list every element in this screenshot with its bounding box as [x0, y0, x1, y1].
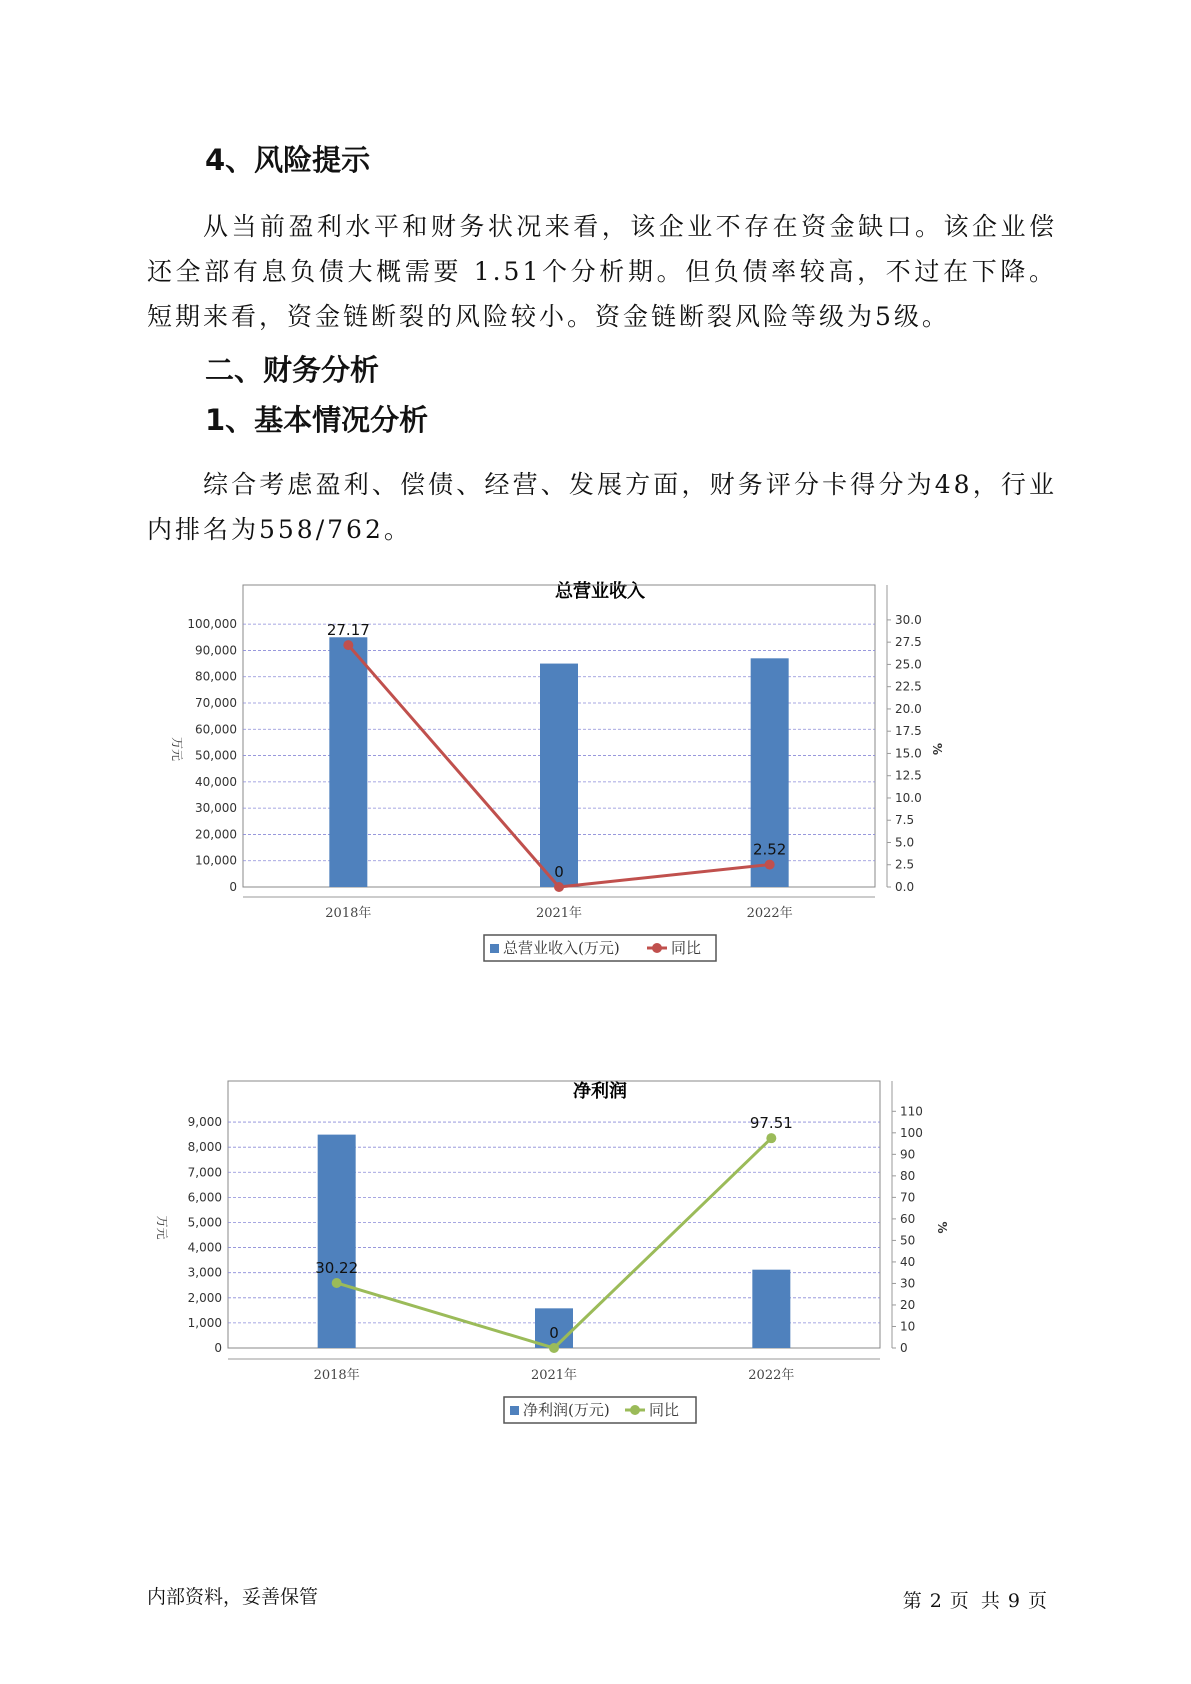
- y2-tick-label: 30.0: [895, 612, 922, 627]
- legend-line-label: 同比: [649, 1401, 680, 1419]
- y2-tick-label: 50: [900, 1233, 916, 1248]
- y-tick-label: 6,000: [187, 1190, 222, 1205]
- y-tick-label: 30,000: [195, 801, 237, 816]
- data-label: 0: [554, 863, 564, 881]
- y2-axis-label: %: [930, 742, 944, 756]
- y-tick-label: 4,000: [187, 1240, 222, 1255]
- legend-line-marker: [630, 1405, 640, 1415]
- y-tick-label: 0: [214, 1341, 222, 1355]
- revenue-chart: [150, 575, 1050, 1035]
- section-title-basic-analysis: 1、基本情况分析: [205, 403, 429, 437]
- y2-tick-label: 20: [900, 1297, 916, 1312]
- data-label: 30.22: [315, 1258, 359, 1277]
- series-point: [554, 882, 564, 892]
- y-tick-label: 80,000: [195, 669, 237, 684]
- y-axis-label: 万元: [155, 1215, 169, 1240]
- y2-tick-label: 40: [900, 1254, 916, 1269]
- y-tick-label: 10,000: [195, 853, 237, 868]
- y-tick-label: 100,000: [187, 617, 237, 632]
- chart-title: 净利润: [573, 1081, 627, 1102]
- section-title-financial-analysis: 二、财务分析: [205, 353, 380, 387]
- bar: [752, 1270, 790, 1348]
- y2-tick-label: 60: [900, 1211, 916, 1226]
- x-tick-label: 2021年: [535, 906, 583, 921]
- bar: [318, 1135, 356, 1348]
- series-point: [343, 640, 353, 650]
- y-tick-label: 50,000: [195, 748, 237, 763]
- y2-tick-label: 5.0: [895, 835, 915, 850]
- y2-tick-label: 30: [900, 1276, 916, 1291]
- y2-tick-label: 22.5: [895, 679, 922, 694]
- risk-paragraph: 从当前盈利水平和财务状况来看，该企业不存在资金缺口。该企业偿还全部有息负债大概需要 1.51个分析期。但负债率较高，不过在下降。短期来看，资金链断裂的风险较小。资金链断裂风险等级为5级。: [147, 212, 1057, 331]
- y-tick-label: 7,000: [187, 1165, 222, 1180]
- series-point: [549, 1343, 559, 1353]
- y2-tick-label: 12.5: [895, 768, 922, 783]
- bar: [329, 637, 367, 887]
- y2-tick-label: 100: [900, 1125, 923, 1140]
- y-tick-label: 5,000: [187, 1215, 222, 1230]
- y-tick-label: 20,000: [195, 827, 237, 842]
- y-tick-label: 1,000: [187, 1315, 222, 1330]
- legend-bar-swatch: [490, 944, 499, 953]
- y2-tick-label: 10: [900, 1319, 916, 1334]
- y2-tick-label: 110: [900, 1104, 923, 1119]
- net-profit-chart: [150, 1075, 1050, 1535]
- y-tick-label: 0: [229, 880, 237, 894]
- y-axis-label: 万元: [170, 736, 184, 762]
- y2-axis-label: %: [935, 1221, 949, 1234]
- data-label: 97.51: [749, 1114, 793, 1133]
- series-point: [332, 1278, 342, 1288]
- x-tick-label: 2022年: [748, 1368, 795, 1383]
- x-tick-label: 2022年: [746, 906, 793, 921]
- y-tick-label: 90,000: [195, 643, 237, 658]
- y-tick-label: 8,000: [187, 1140, 222, 1155]
- section-title-risk: 4、风险提示: [205, 143, 371, 177]
- bar: [540, 664, 578, 887]
- legend-line-label: 同比: [671, 939, 702, 957]
- footer-confidential: 内部资料，妥善保管: [147, 1586, 319, 1608]
- y2-tick-label: 15.0: [895, 746, 922, 761]
- data-label: 0: [549, 1324, 559, 1342]
- y-tick-label: 40,000: [195, 774, 237, 789]
- series-point: [765, 860, 775, 870]
- x-tick-label: 2018年: [313, 1368, 360, 1383]
- x-tick-label: 2018年: [325, 906, 372, 921]
- x-tick-label: 2021年: [530, 1368, 578, 1383]
- legend-bar-swatch: [510, 1406, 519, 1415]
- y2-tick-label: 0: [900, 1341, 908, 1355]
- page-prefix: 第: [902, 1590, 922, 1612]
- basic-paragraph: 综合考虑盈利、偿债、经营、发展方面，财务评分卡得分为48，行业内排名为558/762。: [147, 470, 1057, 544]
- chart-title: 总营业收入: [555, 581, 645, 602]
- y-tick-label: 2,000: [187, 1290, 222, 1305]
- page-mid: 页 共: [949, 1590, 1000, 1612]
- legend-bar-label: 净利润(万元): [523, 1401, 610, 1419]
- y2-tick-label: 25.0: [895, 657, 922, 672]
- y2-tick-label: 27.5: [895, 635, 922, 650]
- data-label: 27.17: [326, 621, 370, 640]
- page-current: 2: [929, 1590, 942, 1612]
- y2-tick-label: 70: [900, 1190, 916, 1205]
- page-total: 9: [1007, 1590, 1020, 1612]
- legend-line-marker: [652, 943, 662, 953]
- y2-tick-label: 7.5: [895, 813, 915, 828]
- series-point: [766, 1133, 776, 1143]
- data-label: 2.52: [752, 840, 787, 859]
- y2-tick-label: 80: [900, 1168, 916, 1183]
- y2-tick-label: 20.0: [895, 701, 922, 716]
- footer-page-number: [899, 1586, 1051, 1613]
- y2-tick-label: 0.0: [895, 880, 915, 894]
- y2-tick-label: 10.0: [895, 790, 922, 805]
- y-tick-label: 60,000: [195, 722, 237, 737]
- y2-tick-label: 2.5: [895, 857, 915, 872]
- y2-tick-label: 90: [900, 1147, 916, 1162]
- y-tick-label: 9,000: [187, 1115, 222, 1130]
- y2-tick-label: 17.5: [895, 724, 922, 739]
- y-tick-label: 3,000: [187, 1265, 222, 1280]
- y-tick-label: 70,000: [195, 696, 237, 710]
- page-suffix: 页: [1027, 1590, 1047, 1612]
- legend-bar-label: 总营业收入(万元): [503, 939, 620, 957]
